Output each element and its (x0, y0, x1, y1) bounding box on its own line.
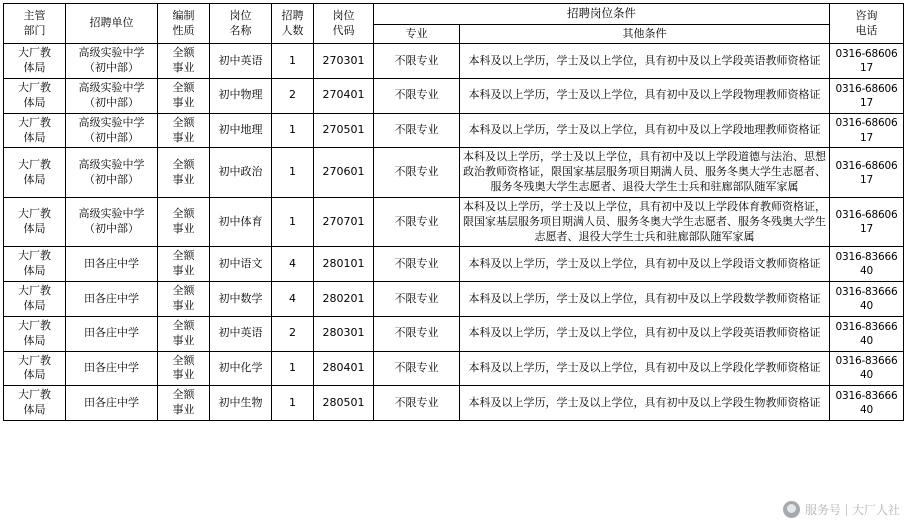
header-unit: 招聘单位 (66, 4, 158, 44)
cell-dept (4, 44, 66, 79)
header-phone (830, 4, 904, 44)
cell-code: 280201 (314, 282, 374, 317)
cell-type-line1: 全额 (172, 207, 195, 221)
cell-unit (66, 44, 158, 79)
cell-dept-line1: 大厂教 (18, 318, 51, 332)
cell-number: 1 (272, 197, 314, 247)
cell-number: 4 (272, 282, 314, 317)
cell-unit: 田各庄中学 (66, 316, 158, 351)
cell-dept (4, 351, 66, 386)
cell-type (158, 316, 210, 351)
cell-dept-line2: 体局 (23, 222, 46, 236)
watermark-label-right: 大厂人社 (851, 503, 900, 517)
cell-unit-line2: （初中部） (84, 95, 139, 109)
cell-code: 270601 (314, 148, 374, 198)
cell-dept-line2: 体局 (23, 333, 46, 347)
header-dept-line2: 部门 (23, 23, 46, 37)
header-row-1 (4, 4, 904, 25)
cell-dept-line2: 体局 (23, 61, 46, 75)
header-post-line2: 名称 (229, 23, 252, 37)
cell-dept-line2: 体局 (23, 172, 46, 186)
cell-other: 本科及以上学历，学士及以上学位，具有初中及以上学段生物教师资格证 (460, 386, 830, 421)
cell-dept-line2: 体局 (23, 299, 46, 313)
cell-number: 1 (272, 351, 314, 386)
header-condition-group: 招聘岗位条件 (374, 4, 830, 25)
table-row (4, 197, 904, 247)
cell-other: 本科及以上学历，学士及以上学位，具有初中及以上学段化学教师资格证 (460, 351, 830, 386)
cell-major: 不限专业 (374, 282, 460, 317)
table-row (4, 386, 904, 421)
cell-dept-line2: 体局 (23, 264, 46, 278)
cell-type-line2: 事业 (172, 130, 195, 144)
cell-unit: 田各庄中学 (66, 351, 158, 386)
table-row (4, 148, 904, 198)
header-post-line1: 岗位 (229, 8, 252, 22)
header-code-line2: 代码 (332, 23, 355, 37)
recruitment-table (3, 3, 904, 421)
cell-type-line1: 全额 (172, 81, 195, 95)
cell-post: 初中地理 (210, 113, 272, 148)
cell-phone: 0316-6860617 (830, 148, 904, 198)
cell-code: 280301 (314, 316, 374, 351)
cell-code: 270701 (314, 197, 374, 247)
cell-other: 本科及以上学历，学士及以上学位，具有初中及以上学段英语教师资格证 (460, 44, 830, 79)
cell-unit (66, 148, 158, 198)
cell-unit (66, 197, 158, 247)
header-dept (4, 4, 66, 44)
cell-other: 本科及以上学历，学士及以上学位，具有初中及以上学段语文教师资格证 (460, 247, 830, 282)
cell-code: 270301 (314, 44, 374, 79)
watermark-divider (846, 504, 847, 516)
cell-dept-line1: 大厂教 (18, 46, 51, 60)
cell-type (158, 197, 210, 247)
cell-other: 本科及以上学历，学士及以上学位，具有初中及以上学段地理教师资格证 (460, 113, 830, 148)
cell-unit: 田各庄中学 (66, 247, 158, 282)
table-body (4, 44, 904, 421)
cell-number: 4 (272, 247, 314, 282)
cell-dept-line2: 体局 (23, 368, 46, 382)
cell-other: 本科及以上学历，学士及以上学位，具有初中及以上学段体育教师资格证，限国家基层服务项目期满人员、服务冬奥大学生志愿者、服务冬残奥大学生志愿者、退役大学生士兵和驻廊部队随军家属 (460, 197, 830, 247)
cell-type-line1: 全额 (172, 353, 195, 367)
cell-type-line1: 全额 (172, 115, 195, 129)
cell-other: 本科及以上学历，学士及以上学位，具有初中及以上学段数学教师资格证 (460, 282, 830, 317)
cell-number: 2 (272, 79, 314, 114)
table-row (4, 44, 904, 79)
cell-unit-line2: （初中部） (84, 222, 139, 236)
cell-type-line2: 事业 (172, 368, 195, 382)
cell-type-line2: 事业 (172, 299, 195, 313)
table-row (4, 79, 904, 114)
avatar-icon (783, 501, 800, 518)
cell-post: 初中英语 (210, 44, 272, 79)
header-number-line1: 招聘 (281, 8, 304, 22)
cell-unit (66, 79, 158, 114)
cell-type (158, 351, 210, 386)
cell-unit-line1: 高级实验中学 (78, 157, 145, 171)
cell-number: 1 (272, 113, 314, 148)
cell-type-line1: 全额 (172, 388, 195, 402)
cell-phone: 0316-8366640 (830, 282, 904, 317)
cell-type-line2: 事业 (172, 172, 195, 186)
cell-unit-line1: 高级实验中学 (78, 207, 145, 221)
cell-unit: 田各庄中学 (66, 282, 158, 317)
cell-type-line1: 全额 (172, 284, 195, 298)
cell-type-line1: 全额 (172, 46, 195, 60)
cell-major: 不限专业 (374, 79, 460, 114)
cell-dept-line1: 大厂教 (18, 157, 51, 171)
cell-phone: 0316-6860617 (830, 79, 904, 114)
cell-unit-line1: 高级实验中学 (78, 46, 145, 60)
cell-phone: 0316-6860617 (830, 44, 904, 79)
cell-type (158, 44, 210, 79)
cell-major: 不限专业 (374, 386, 460, 421)
cell-major: 不限专业 (374, 113, 460, 148)
cell-type-line1: 全额 (172, 249, 195, 263)
cell-other: 本科及以上学历，学士及以上学位，具有初中及以上学段道德与法治、思想政治教师资格证，限国家基层服务项目期满人员、服务冬奥大学生志愿者、服务冬残奥大学生志愿者、退役大学生士兵和驻廊部队随军家属 (460, 148, 830, 198)
cell-unit: 田各庄中学 (66, 386, 158, 421)
cell-major: 不限专业 (374, 197, 460, 247)
cell-dept-line1: 大厂教 (18, 353, 51, 367)
cell-dept (4, 79, 66, 114)
cell-dept-line1: 大厂教 (18, 207, 51, 221)
cell-type (158, 282, 210, 317)
cell-dept (4, 386, 66, 421)
cell-dept-line2: 体局 (23, 403, 46, 417)
header-code (314, 4, 374, 44)
cell-unit-line2: （初中部） (84, 61, 139, 75)
cell-major: 不限专业 (374, 148, 460, 198)
header-phone-line1: 咨询 (855, 8, 878, 22)
cell-dept-line1: 大厂教 (18, 284, 51, 298)
cell-code: 280101 (314, 247, 374, 282)
cell-dept (4, 197, 66, 247)
table-row (4, 316, 904, 351)
cell-major: 不限专业 (374, 44, 460, 79)
header-other: 其他条件 (460, 24, 830, 44)
cell-dept-line1: 大厂教 (18, 81, 51, 95)
cell-type-line2: 事业 (172, 264, 195, 278)
cell-code: 270401 (314, 79, 374, 114)
cell-type (158, 386, 210, 421)
cell-dept-line1: 大厂教 (18, 249, 51, 263)
header-number-line2: 人数 (281, 23, 304, 37)
cell-post: 初中体育 (210, 197, 272, 247)
cell-dept-line1: 大厂教 (18, 115, 51, 129)
cell-dept-line2: 体局 (23, 130, 46, 144)
cell-post: 初中语文 (210, 247, 272, 282)
header-post (210, 4, 272, 44)
cell-post: 初中数学 (210, 282, 272, 317)
header-type-line1: 编制 (172, 8, 195, 22)
header-dept-line1: 主管 (23, 8, 46, 22)
cell-type-line1: 全额 (172, 318, 195, 332)
table-row (4, 113, 904, 148)
cell-post: 初中生物 (210, 386, 272, 421)
table-header (4, 4, 904, 44)
cell-unit-line2: （初中部） (84, 130, 139, 144)
cell-dept (4, 282, 66, 317)
cell-unit (66, 113, 158, 148)
cell-type-line1: 全额 (172, 157, 195, 171)
cell-other: 本科及以上学历，学士及以上学位，具有初中及以上学段英语教师资格证 (460, 316, 830, 351)
cell-type (158, 247, 210, 282)
cell-type-line2: 事业 (172, 95, 195, 109)
watermark-badge (783, 501, 900, 518)
cell-number: 1 (272, 386, 314, 421)
cell-code: 280501 (314, 386, 374, 421)
cell-type (158, 79, 210, 114)
cell-type-line2: 事业 (172, 333, 195, 347)
cell-dept-line2: 体局 (23, 95, 46, 109)
cell-type-line2: 事业 (172, 61, 195, 75)
cell-other: 本科及以上学历，学士及以上学位，具有初中及以上学段物理教师资格证 (460, 79, 830, 114)
cell-number: 2 (272, 316, 314, 351)
cell-phone: 0316-8366640 (830, 351, 904, 386)
cell-type-line2: 事业 (172, 222, 195, 236)
cell-dept (4, 113, 66, 148)
watermark-label-left: 服务号 (804, 503, 841, 517)
cell-unit-line2: （初中部） (84, 172, 139, 186)
cell-type-line2: 事业 (172, 403, 195, 417)
header-number (272, 4, 314, 44)
cell-unit-line1: 高级实验中学 (78, 115, 145, 129)
cell-dept (4, 316, 66, 351)
cell-major: 不限专业 (374, 247, 460, 282)
cell-major: 不限专业 (374, 351, 460, 386)
cell-type (158, 113, 210, 148)
header-type (158, 4, 210, 44)
cell-number: 1 (272, 44, 314, 79)
header-phone-line2: 电话 (855, 23, 878, 37)
header-major: 专业 (374, 24, 460, 44)
cell-post: 初中物理 (210, 79, 272, 114)
cell-dept (4, 247, 66, 282)
cell-code: 270501 (314, 113, 374, 148)
cell-phone: 0316-6860617 (830, 197, 904, 247)
table-row (4, 247, 904, 282)
cell-major: 不限专业 (374, 316, 460, 351)
header-type-line2: 性质 (172, 23, 195, 37)
table-row (4, 351, 904, 386)
cell-post: 初中化学 (210, 351, 272, 386)
cell-unit-line1: 高级实验中学 (78, 81, 145, 95)
document-page (0, 3, 906, 520)
header-code-line1: 岗位 (332, 8, 355, 22)
table-row (4, 282, 904, 317)
cell-phone: 0316-6860617 (830, 113, 904, 148)
cell-phone: 0316-8366640 (830, 316, 904, 351)
cell-type (158, 148, 210, 198)
cell-post: 初中英语 (210, 316, 272, 351)
cell-phone: 0316-8366640 (830, 247, 904, 282)
cell-code: 280401 (314, 351, 374, 386)
cell-dept (4, 148, 66, 198)
cell-dept-line1: 大厂教 (18, 388, 51, 402)
cell-phone: 0316-8366640 (830, 386, 904, 421)
cell-post: 初中政治 (210, 148, 272, 198)
cell-number: 1 (272, 148, 314, 198)
